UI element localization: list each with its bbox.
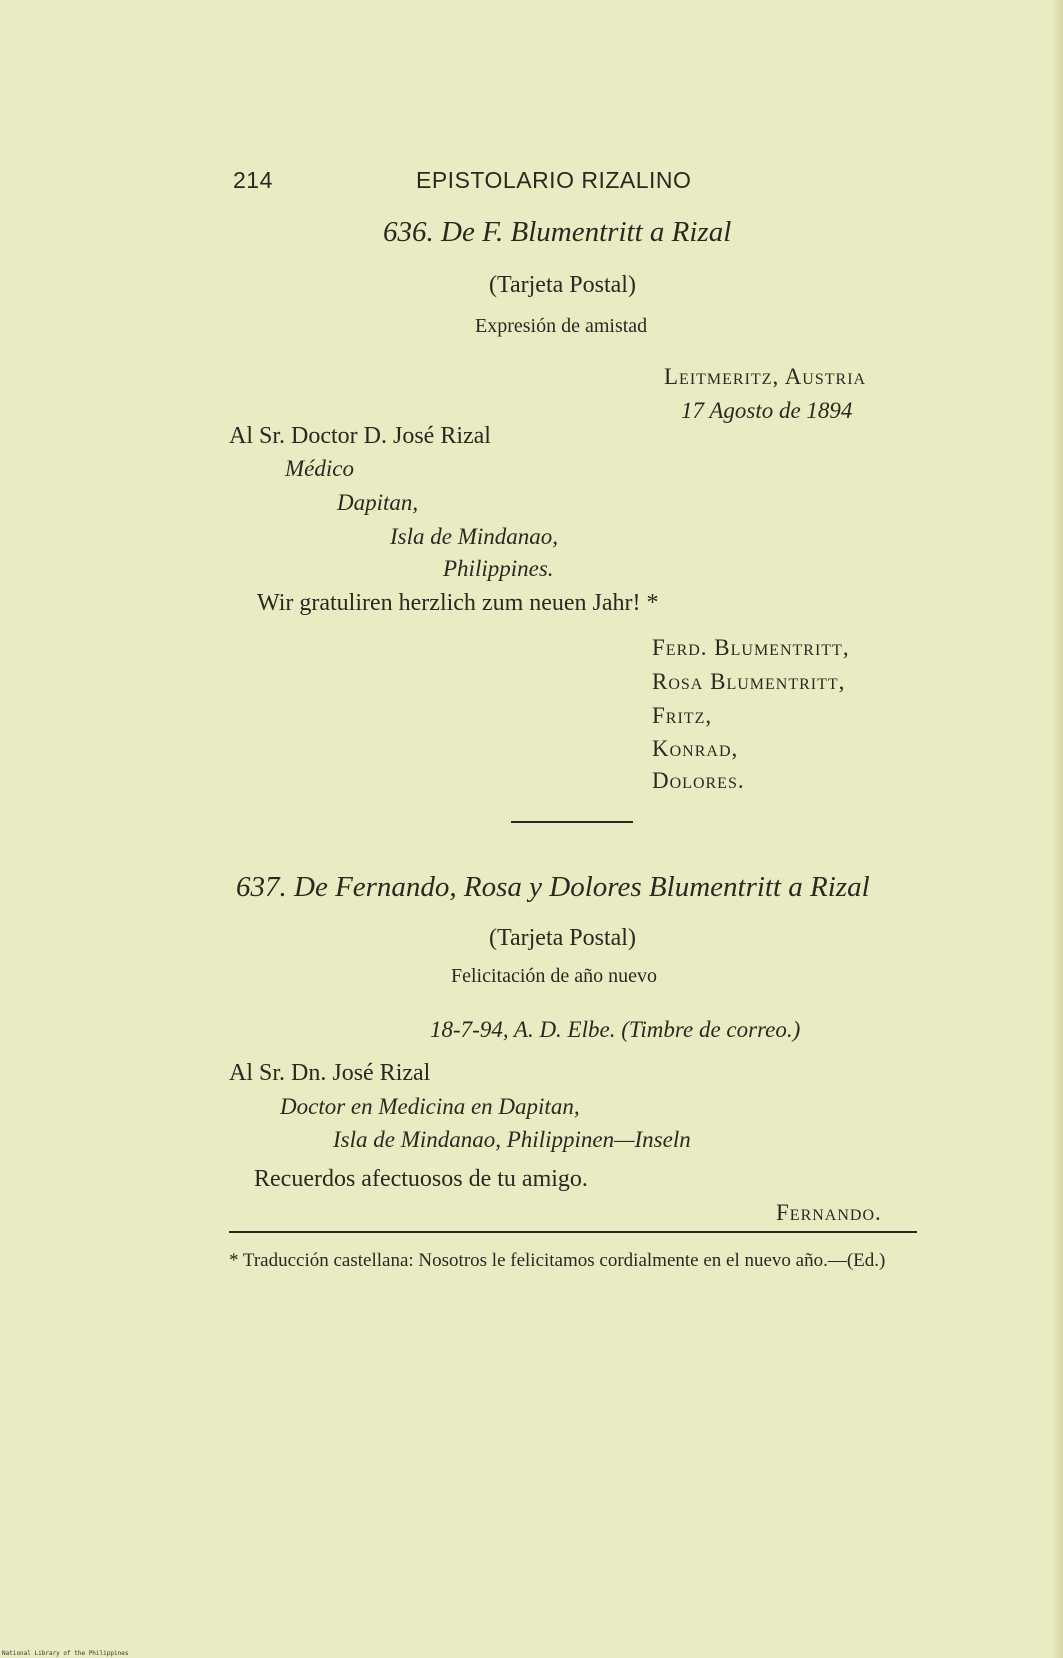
letter-637-text: Recuerdos afectuosos de tu amigo. [254, 1166, 588, 1192]
section-divider [511, 821, 633, 823]
letter-637-signature: Fernando. [776, 1200, 882, 1225]
letter-636-signature-3: Fritz, [652, 703, 713, 728]
letter-637-address-line-1: Al Sr. Dn. José Rizal [229, 1060, 431, 1086]
letter-636-signature-2: Rosa Blumentritt, [652, 669, 846, 694]
letter-636-address-line-1: Al Sr. Doctor D. José Rizal [229, 423, 491, 449]
letter-637-address-line-3: Isla de Mindanao, Philippinen—Inseln [333, 1127, 691, 1152]
letter-637-title: 637. De Fernando, Rosa y Dolores Blumentritt a Rizal [236, 871, 870, 903]
letter-636-type: (Tarjeta Postal) [489, 272, 636, 298]
letter-636-signature-4: Konrad, [652, 736, 739, 761]
letter-636-address-line-2: Médico [285, 456, 354, 481]
letter-637-summary: Felicitación de año nuevo [451, 965, 658, 987]
letter-636-address-line-5: Philippines. [443, 556, 554, 581]
letter-637-address-line-2: Doctor en Medicina en Dapitan, [280, 1094, 580, 1119]
library-credit: National Library of the Philippines [2, 1650, 129, 1657]
letter-637-type: (Tarjeta Postal) [489, 925, 636, 951]
letter-636-text: Wir gratuliren herzlich zum neuen Jahr! * [257, 590, 659, 616]
letter-636-place: Leitmeritz, Austria [664, 364, 867, 389]
page-edge-shadow [1051, 0, 1063, 1658]
letter-636-summary: Expresión de amistad [475, 315, 648, 337]
letter-636-signature-1: Ferd. Blumentritt, [652, 635, 850, 660]
letter-636-title: 636. De F. Blumentritt a Rizal [383, 216, 732, 248]
letter-637-dateline: 18-7-94, A. D. Elbe. (Timbre de correo.) [430, 1017, 801, 1042]
footnote-rule [229, 1231, 917, 1233]
footnote: * Traducción castellana: Nosotros le felicitamos cordialmente en el nuevo año.—(Ed.) [229, 1250, 886, 1271]
letter-636-signature-5: Dolores. [652, 768, 745, 793]
letter-636-address-line-4: Isla de Mindanao, [390, 524, 559, 549]
letter-636-address-line-3: Dapitan, [337, 490, 419, 515]
page-number: 214 [233, 167, 273, 193]
running-title: EPISTOLARIO RIZALINO [416, 167, 692, 193]
letter-636-date: 17 Agosto de 1894 [681, 398, 853, 423]
